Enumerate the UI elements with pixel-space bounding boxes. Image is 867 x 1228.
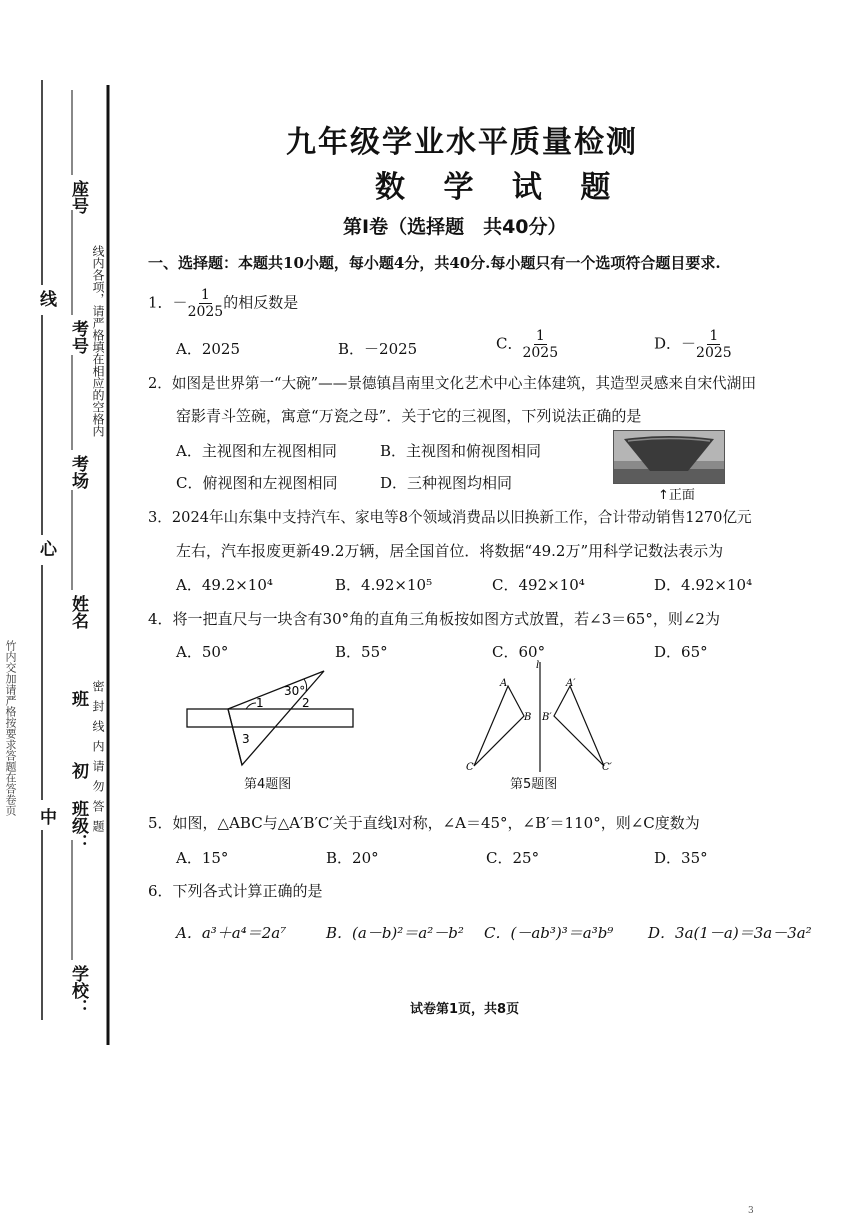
figure-5-caption: 第5题图 xyxy=(510,777,558,792)
q1-c-fraction xyxy=(522,328,558,361)
fig5-label-c-prime: C′ xyxy=(602,762,612,773)
ruler-shape xyxy=(187,709,353,727)
q4-option-d: D．65° xyxy=(654,643,708,661)
fig5-label-a-prime: A′ xyxy=(566,678,576,689)
school-label: 学校： xyxy=(68,965,88,1016)
fig4-label-3: 3 xyxy=(242,732,250,746)
q3-option-b: B．4.92×10⁵ xyxy=(335,576,433,594)
q6-option-b: B．(a－b)²＝a²－b² xyxy=(326,924,464,942)
q2-front-label: 正面 xyxy=(668,488,695,503)
q1-d-label: D．－ xyxy=(654,334,697,353)
exam-subtitle: 数 学 试 题 xyxy=(375,170,625,205)
q6-option-c: C．(－ab³)³＝a³b⁹ xyxy=(484,924,614,942)
q1-frac-den: 2025 xyxy=(187,304,224,320)
q1-option-c xyxy=(496,328,558,361)
binding-edge-text: 竹内交加请严格按要求答题在答卷页 xyxy=(4,640,17,816)
exam-number-label: 考号 xyxy=(68,320,88,354)
binding-lines xyxy=(0,0,110,1060)
q3-line-1: 3．2024年山东集中支持汽车、家电等8个领域消费品以旧换新工作，合计带动销售1270亿元 xyxy=(148,509,752,526)
fig5-label-b: B xyxy=(524,712,532,723)
q2-line-1: 2．如图是世界第一“大碗”——景德镇昌南里文化艺术中心主体建筑，其造型灵感来自宋代湖田 xyxy=(148,375,756,392)
exam-title: 九年级学业水平质量检测 xyxy=(286,125,638,160)
fig4-angle-30: 30° xyxy=(284,684,306,698)
q5-option-a: A．15° xyxy=(176,849,229,867)
q1-d-num: 1 xyxy=(709,328,719,344)
triangle-shape xyxy=(228,671,324,765)
seat-number-label: 座号 xyxy=(68,180,88,214)
q4-option-c: C．60° xyxy=(492,643,546,661)
fig5-label-c: C xyxy=(466,762,474,773)
q1-option-a: A．2025 xyxy=(176,340,241,358)
q5-option-c: C．25° xyxy=(486,849,540,867)
fig5-label-l: l xyxy=(536,660,540,671)
ban-label: 班 xyxy=(68,690,88,707)
q4-line: 4．将一把直尺与一块含有30°角的直角三角板按如图方式放置，若∠3＝65°，则∠2为 xyxy=(148,610,720,628)
figure-5-diagram xyxy=(462,658,622,778)
chu-label: 初 xyxy=(68,762,88,779)
triangle-abc-prime xyxy=(554,686,604,766)
section-title: 第I卷（选择题 共40分） xyxy=(343,216,567,238)
binding-xin-char: 心 xyxy=(36,540,56,557)
q1-number: 1． xyxy=(148,293,173,312)
q2-option-b: B．主视图和俯视图相同 xyxy=(380,442,542,460)
bowl-building-image xyxy=(614,431,724,483)
page-footer: 试卷第1页，共8页 xyxy=(410,1002,520,1017)
q1-fraction xyxy=(188,287,224,320)
q1-tail: 的相反数是 xyxy=(223,293,299,312)
q5-option-b: B．20° xyxy=(326,849,379,867)
q2-bowl-photo xyxy=(613,430,725,484)
binding-zhong-char: 中 xyxy=(36,808,56,825)
q3-option-d: D．4.92×10⁴ xyxy=(654,576,753,594)
q1-c-den: 2025 xyxy=(522,345,559,361)
q6-line: 6．下列各式计算正确的是 xyxy=(148,882,323,900)
binding-instructions: 线内各项，请严格填在相应的空格内 xyxy=(91,245,105,437)
class-label: 班级： xyxy=(68,800,88,851)
q1-c-label: C． xyxy=(496,334,523,353)
corner-mark: 3 xyxy=(748,1206,754,1216)
q2-option-a: A．主视图和左视图相同 xyxy=(176,442,337,460)
q1-d-den: 2025 xyxy=(696,345,732,361)
fig4-label-2: 2 xyxy=(302,696,310,710)
q4-option-b: B．55° xyxy=(335,643,388,661)
q3-option-c: C．492×10⁴ xyxy=(492,576,585,594)
no-answer-text: 密封线内请勿答题 xyxy=(91,680,105,840)
q1-neg: － xyxy=(172,293,188,312)
figure-4-diagram xyxy=(184,665,364,775)
q1-option-d xyxy=(654,328,732,361)
q2-photo-caption xyxy=(658,484,695,503)
fig5-label-a: A xyxy=(500,678,508,689)
q1-d-fraction xyxy=(696,328,732,361)
question-1 xyxy=(148,287,298,320)
figure-4-caption: 第4题图 xyxy=(244,777,292,792)
exam-room-label: 考场 xyxy=(68,455,88,489)
q1-c-num: 1 xyxy=(535,328,545,344)
fig4-label-1: 1 xyxy=(256,696,264,710)
q2-option-d: D．三种视图均相同 xyxy=(380,474,513,492)
q5-line: 5．如图，△ABC与△A′B′C′关于直线l对称，∠A＝45°，∠B′＝110°，则∠C度数为 xyxy=(148,814,700,832)
q5-option-d: D．35° xyxy=(654,849,708,867)
q2-line-2: 窑影青斗笠碗，寓意“万瓷之母”．关于它的三视图，下列说法正确的是 xyxy=(176,407,642,425)
fig5-label-b-prime: B′ xyxy=(542,712,552,723)
q6-option-a: A．a³＋a⁴＝2a⁷ xyxy=(176,924,287,942)
name-label: 姓名 xyxy=(68,595,88,629)
instruction-text: 一、选择题：本题共10小题，每小题4分，共40分.每小题只有一个选项符合题目要求. xyxy=(148,254,721,272)
q1-option-b: B．－2025 xyxy=(338,340,418,358)
up-arrow-icon: ↑ xyxy=(658,488,669,503)
q4-option-a: A．50° xyxy=(176,643,229,661)
triangle-abc xyxy=(474,686,524,766)
q6-option-d: D．3a(1－a)＝3a－3a² xyxy=(648,924,812,942)
q3-line-2: 左右，汽车报废更新49.2万辆，居全国首位．将数据“49.2万”用科学记数法表示为 xyxy=(176,542,724,560)
binding-line-char: 线 xyxy=(36,290,56,307)
q1-frac-num: 1 xyxy=(200,287,210,303)
q2-option-c: C．俯视图和左视图相同 xyxy=(176,474,338,492)
q3-option-a: A．49.2×10⁴ xyxy=(176,576,273,594)
